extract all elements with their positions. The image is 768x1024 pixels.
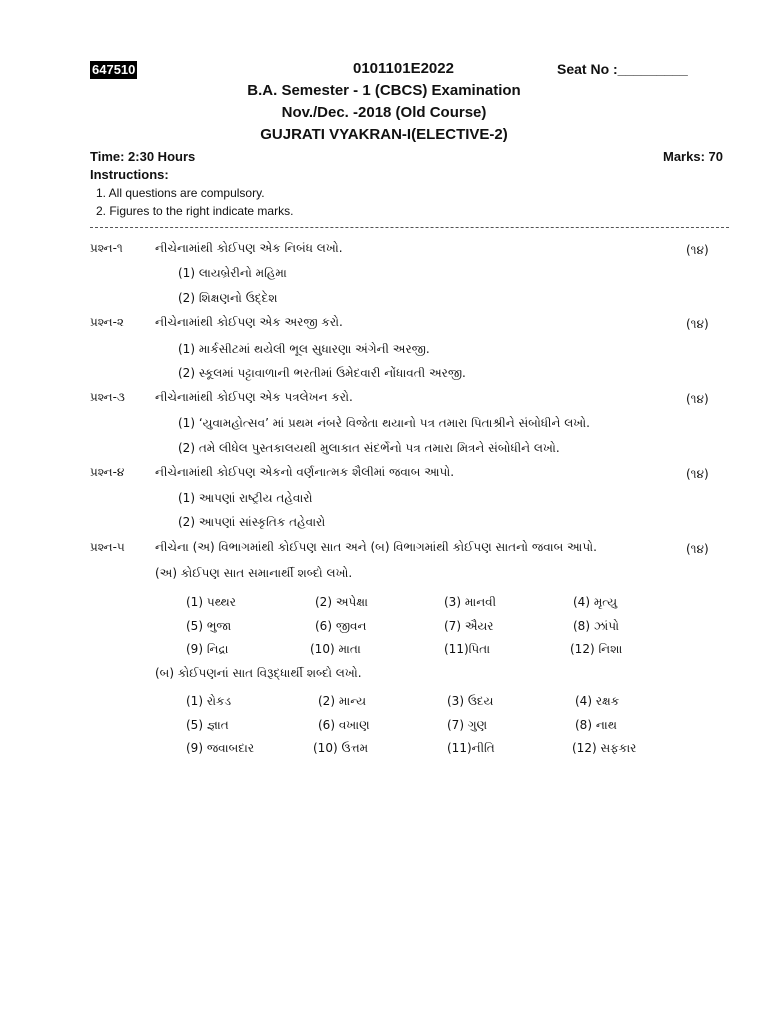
question-label: પ્રશ્ન-૩ xyxy=(90,390,125,404)
question-option: (2) શિક્ષણનો ઉદ્દેશ xyxy=(178,291,278,305)
question-option: (2) તમે લીધેલ પુસ્તકાલયથી મુલાકાત સંદર્ભેનો પત્ર તમારા મિત્રને સંબોધીને લખો. xyxy=(178,441,560,455)
word-item: (7) ગુણ xyxy=(447,718,488,732)
question-label: પ્રશ્ન-૫ xyxy=(90,540,125,554)
word-item: (11)નીતિ xyxy=(447,741,495,755)
question-text: નીચેનામાંથી કોઈપણ એક નિબંધ લખો. xyxy=(155,241,343,255)
word-item: (9) જવાબદાર xyxy=(186,741,255,755)
question-option: (2) આપણાં સાંસ્કૃતિક તહેવારો xyxy=(178,515,326,529)
word-item: (4) રક્ષક xyxy=(575,694,620,708)
question-label: પ્રશ્ન-૧ xyxy=(90,241,123,255)
word-item: (4) મૃત્યુ xyxy=(573,595,618,609)
word-item: (11)પિતા xyxy=(444,642,491,656)
question-text: નીચેનામાંથી કોઈપણ એક પત્રલેખન કરો. xyxy=(155,390,353,404)
exam-code: 0101101E2022 xyxy=(353,60,454,77)
question-option: (1) આપણાં રાષ્ટ્રીય તહેવારો xyxy=(178,491,313,505)
instruction-item: 2. Figures to the right indicate marks. xyxy=(96,204,294,218)
question-option: (1) લાયબ્રેરીનો મહિમા xyxy=(178,266,287,280)
word-item: (8) ઝાંપો xyxy=(573,619,619,633)
instructions-heading: Instructions: xyxy=(90,167,169,182)
question-option: (1) ‘યુવામહોત્સવ’ માં પ્રથમ નંબરે વિજેતા થયાનો પત્ર તમારા પિતાશ્રીને સંબોધીને લખો. xyxy=(178,416,590,430)
word-item: (7) ઐયર xyxy=(444,619,494,633)
question-option: (2) સ્કૂલમાં પટ્ટાવાળાની ભરતીમાં ઉમેદવારી નોંધાવતી અરજી. xyxy=(178,366,466,380)
instruction-item: 1. All questions are compulsory. xyxy=(96,186,265,200)
seat-no: Seat No :_________ xyxy=(557,61,688,77)
question-label: પ્રશ્ન-૪ xyxy=(90,465,125,479)
word-item: (3) માનવી xyxy=(444,595,497,609)
word-item: (1) પથ્થર xyxy=(186,595,236,609)
word-item: (12) સફકાર xyxy=(572,741,637,755)
divider xyxy=(90,227,729,228)
question-marks: (૧૪) xyxy=(686,392,709,406)
question-marks: (૧૪) xyxy=(686,243,709,257)
word-item: (1) રોકડ xyxy=(186,694,232,708)
word-item: (10) માતા xyxy=(310,642,361,656)
total-marks: Marks: 70 xyxy=(663,149,723,164)
question-marks: (૧૪) xyxy=(686,317,709,331)
word-item: (5) ભુજા xyxy=(186,619,232,633)
question-option: (1) માર્કસીટમાં થયેલી ભૂલ સુધારણા અંગેની અરજી. xyxy=(178,342,430,356)
word-item: (12) નિશા xyxy=(570,642,623,656)
subject-title: GUJRATI VYAKRAN-I(ELECTIVE-2) xyxy=(260,126,508,143)
word-item: (9) નિદ્રા xyxy=(186,642,229,656)
word-item: (2) અપેક્ષા xyxy=(315,595,368,609)
question-marks: (૧૪) xyxy=(686,467,709,481)
question-label: પ્રશ્ન-૨ xyxy=(90,315,124,329)
time-allowed: Time: 2:30 Hours xyxy=(90,149,196,164)
question-text: નીચેનામાંથી કોઈપણ એક અરજી કરો. xyxy=(155,315,343,329)
question-text: નીચેના (અ) વિભાગમાંથી કોઈપણ સાત અને (બ) વિભાગમાંથી કોઈપણ સાતનો જવાબ આપો. xyxy=(155,540,597,554)
section-b-title: (બ) કોઈપણનાં સાત વિરૂદ્ધાર્થી શબ્દો લખો. xyxy=(155,666,362,680)
exam-title: B.A. Semester - 1 (CBCS) Examination xyxy=(247,82,521,99)
word-item: (6) વખાણ xyxy=(318,718,370,732)
word-item: (5) જ્ઞાત xyxy=(186,718,229,732)
section-a-title: (અ) કોઈપણ સાત સમાનાર્થી શબ્દો લખો. xyxy=(155,566,353,580)
word-item: (10) ઉત્તમ xyxy=(313,741,369,755)
word-item: (6) જીવન xyxy=(315,619,367,633)
word-item: (2) માન્ય xyxy=(318,694,367,708)
paper-code: 647510 xyxy=(92,62,136,77)
word-item: (3) ઉદય xyxy=(447,694,494,708)
exam-session: Nov./Dec. -2018 (Old Course) xyxy=(281,104,487,121)
word-item: (8) નાથ xyxy=(575,718,617,732)
question-marks: (૧૪) xyxy=(686,542,709,556)
question-text: નીચેનામાંથી કોઈપણ એકનો વર્ણનાત્મક શૈલીમાં જવાબ આપો. xyxy=(155,465,455,479)
